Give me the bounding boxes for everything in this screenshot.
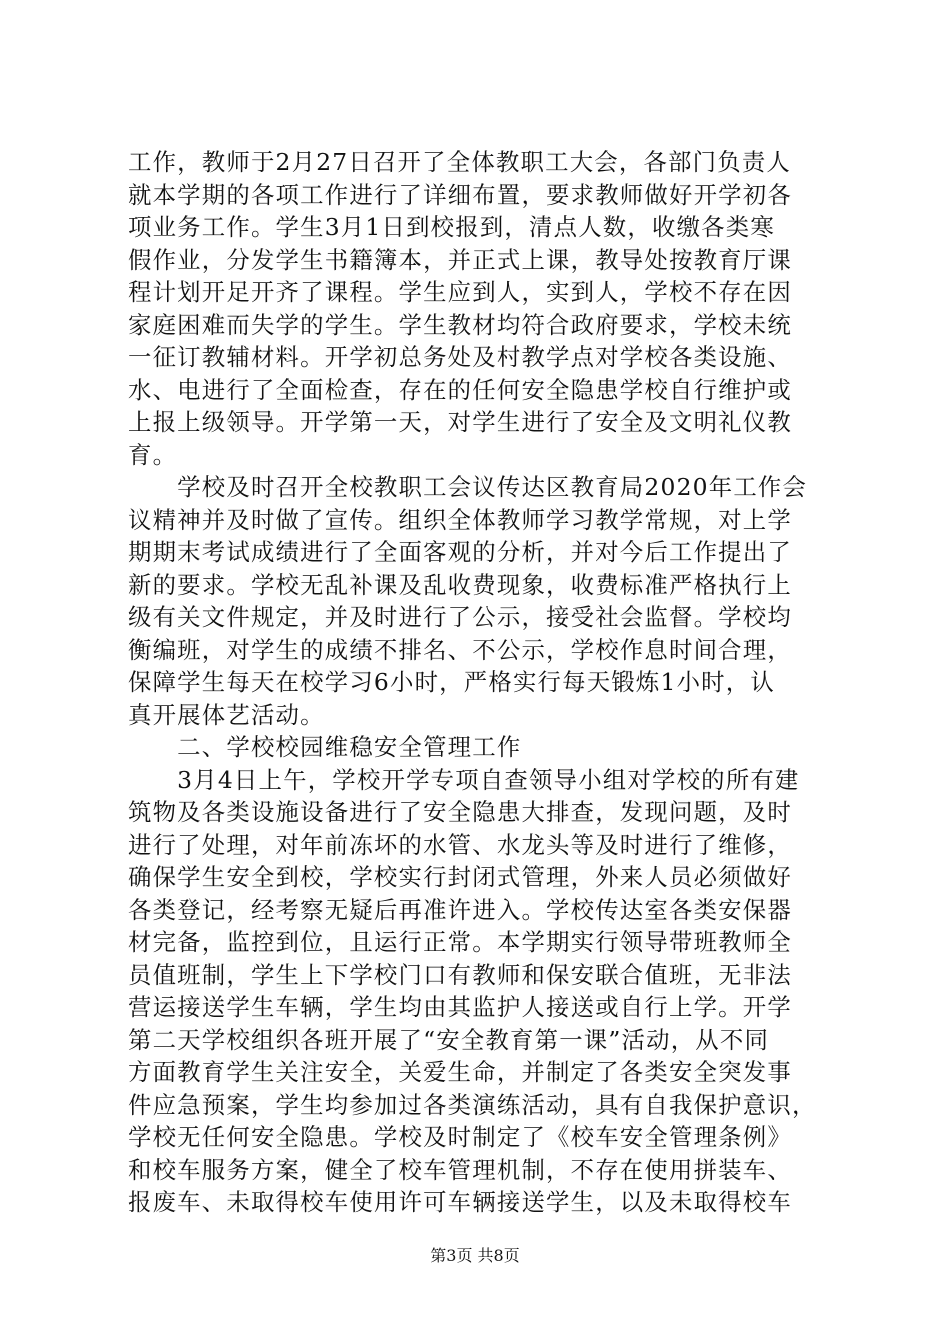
text-line: 各类登记，经考察无疑后再准许进入。学校传达室各类安保器 — [128, 895, 792, 924]
text-line: 家庭困难而失学的学生。学生教材均符合政府要求，学校未统 — [128, 310, 792, 339]
text-line: 真开展体艺活动。 — [128, 700, 325, 729]
text-line: 级有关文件规定，并及时进行了公示，接受社会监督。学校均 — [128, 603, 792, 631]
text-line: 期期末考试成绩进行了全面客观的分析，并对今后工作提出了 — [128, 538, 792, 566]
text-line: 报废车、未取得校车使用许可车辆接送学生，以及未取得校车 — [128, 1188, 792, 1216]
text-line: 进行了处理，对年前冻坏的水管、水龙头等及时进行了维修， — [128, 830, 792, 859]
text-line: 第二天学校组织各班开展了“安全教育第一课”活动，从不同 — [128, 1025, 770, 1054]
text-line: 议精神并及时做了宣传。组织全体教师学习教学常规，对上学 — [128, 505, 792, 534]
text-line: 新的要求。学校无乱补课及乱收费现象，收费标准严格执行上 — [128, 570, 792, 599]
text-line: 筑物及各类设施设备进行了安全隐患大排查，发现问题，及时 — [128, 798, 792, 826]
text-line: 水、电进行了全面检查，存在的任何安全隐患学校自行维护或 — [128, 375, 792, 404]
text-line: 和校车服务方案，健全了校车管理机制，不存在使用拼装车、 — [128, 1155, 792, 1184]
text-line: 员值班制，学生上下学校门口有教师和保安联合值班，无非法 — [128, 960, 792, 989]
text-line: 程计划开足开齐了课程。学生应到人，实到人，学校不存在因 — [128, 278, 792, 306]
text-line: 工作，教师于2月27日召开了全体教职工大会，各部门负责人 — [128, 148, 792, 176]
body-text — [128, 146, 828, 1219]
text-line: 件应急预案，学生均参加过各类演练活动，具有自我保护意识， — [128, 1090, 817, 1119]
text-line: 保障学生每天在校学习6小时，严格实行每天锻炼1小时，认 — [128, 668, 775, 696]
text-line: 一征订教辅材料。开学初总务处及村教学点对学校各类设施、 — [128, 343, 792, 371]
text-line: 就本学期的各项工作进行了详细布置，要求教师做好开学初各 — [128, 180, 792, 209]
text-line: 二、学校校园维稳安全管理工作 — [128, 733, 522, 761]
text-line: 确保学生安全到校，学校实行封闭式管理，外来人员必须做好 — [128, 863, 792, 891]
text-line: 项业务工作。学生3月1日到校报到，清点人数，收缴各类寒 — [128, 213, 775, 241]
text-line: 材完备，监控到位，且运行正常。本学期实行领导带班教师全 — [128, 928, 792, 956]
text-line: 上报上级领导。开学第一天，对学生进行了安全及文明礼仪教 — [128, 408, 792, 436]
text-line: 育。 — [128, 440, 178, 469]
text-line: 营运接送学生车辆，学生均由其监护人接送或自行上学。开学 — [128, 993, 792, 1021]
text-line: 3月4日上午，学校开学专项自查领导小组对学校的所有建 — [128, 765, 800, 794]
text-line: 学校无任何安全隐患。学校及时制定了《校车安全管理条例》 — [128, 1123, 792, 1151]
text-line: 假作业，分发学生书籍簿本，并正式上课，教导处按教育厅课 — [128, 245, 792, 274]
text-line: 学校及时召开全校教职工会议传达区教育局2020年工作会 — [128, 473, 808, 501]
page-footer: 第3页 共8页 — [430, 1246, 520, 1265]
text-line: 衡编班，对学生的成绩不排名、不公示，学校作息时间合理， — [128, 635, 792, 664]
text-line: 方面教育学生关注安全，关爱生命，并制定了各类安全突发事 — [128, 1058, 792, 1086]
